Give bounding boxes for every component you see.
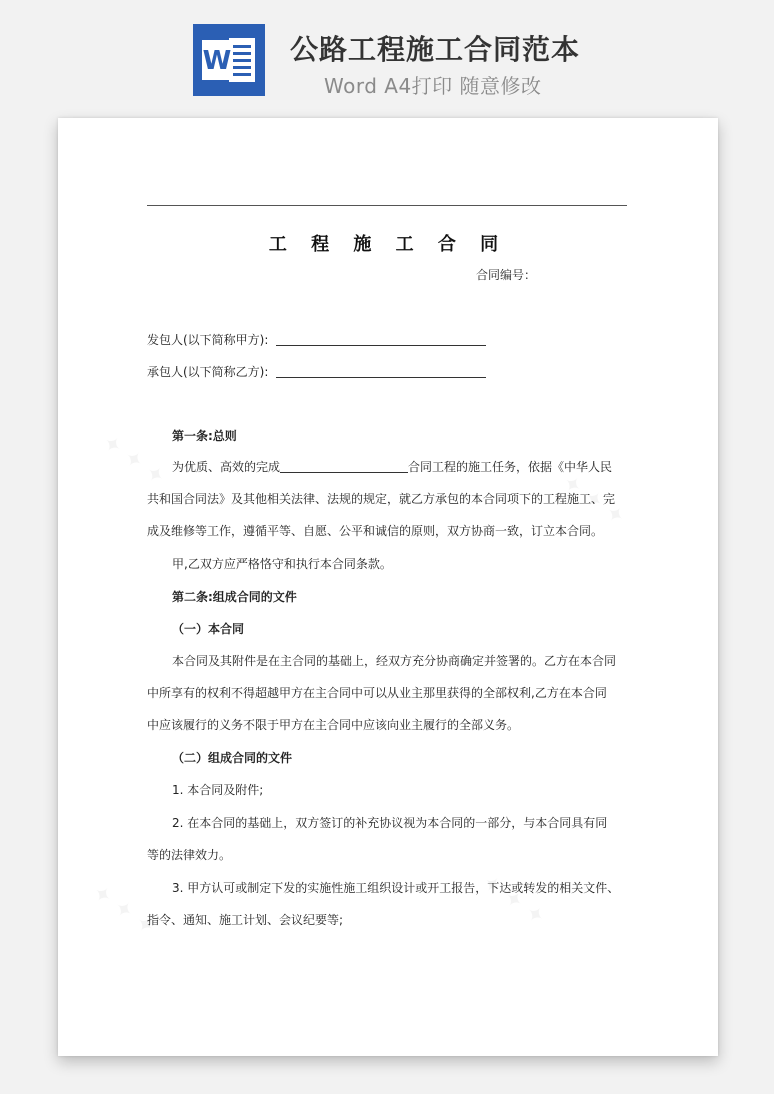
party-b-blank (276, 364, 486, 378)
article1-p2: 甲,乙双方应严格恪守和执行本合同条款。 (172, 557, 392, 571)
header-rule (147, 205, 627, 206)
sub2-heading: （二）组成合同的文件 (172, 751, 293, 765)
article1-p1-line3: 成及维修等工作，遵循平等、自愿、公平和诚信的原则，双方协商一致，订立本合同。 (147, 524, 604, 538)
article1-p1-line2: 共和国合同法》及其他相关法律、法规的规定，就乙方承包的本合同项下的工程施工、完 (147, 492, 616, 506)
project-name-blank (280, 459, 408, 473)
item2-line1: 2. 在本合同的基础上，双方签订的补充协议视为本合同的一部分，与本合同具有同 (172, 816, 608, 830)
party-b-label: 承包人(以下简称乙方): (147, 365, 269, 379)
sub1-line1: 本合同及其附件是在主合同的基础上，经双方充分协商确定并签署的。乙方在本合同 (172, 654, 617, 668)
sub1-line2: 中所享有的权利不得超越甲方在主合同中可以从业主那里获得的全部权利,乙方在本合同 (147, 686, 607, 700)
article2-heading: 第二条:组成合同的文件 (172, 590, 297, 604)
article1-p1-part-a: 为优质、高效的完成 (172, 460, 281, 474)
item2-line2: 等的法律效力。 (147, 848, 232, 862)
contract-number-label: 合同编号： (476, 268, 537, 282)
article1-heading: 第一条:总则 (172, 429, 237, 443)
item1: 1. 本合同及附件; (172, 783, 264, 797)
item3-line1: 3. 甲方认可或制定下发的实施性施工组织设计或开工报告，下达或转发的相关文件、 (172, 881, 620, 895)
article1-p1-line1 (172, 459, 612, 475)
sub1-line3: 中应该履行的义务不限于甲方在主合同中应该向业主履行的全部义务。 (147, 718, 520, 732)
word-icon (193, 24, 265, 96)
document-page (58, 118, 718, 1056)
party-a-blank (276, 332, 486, 346)
item3-line2: 指令、通知、施工计划、会议纪要等; (147, 913, 344, 927)
watermark-bottom-left (87, 880, 159, 941)
page-subtitle: Word A4打印 随意修改 (324, 74, 542, 98)
party-a-label: 发包人(以下简称甲方): (147, 333, 269, 347)
party-b-line (147, 364, 486, 380)
word-icon-letter: W (202, 46, 232, 76)
watermark-left (97, 430, 169, 491)
preview-header (0, 0, 774, 110)
party-a-line (147, 332, 486, 348)
document-title: 工 程 施 工 合 同 (268, 234, 508, 255)
article1-p1-part-b: 合同工程的施工任务，依据《中华人民 (408, 460, 613, 474)
page-title: 公路工程施工合同范本 (290, 33, 581, 66)
sub1-heading: （一）本合同 (172, 622, 245, 636)
